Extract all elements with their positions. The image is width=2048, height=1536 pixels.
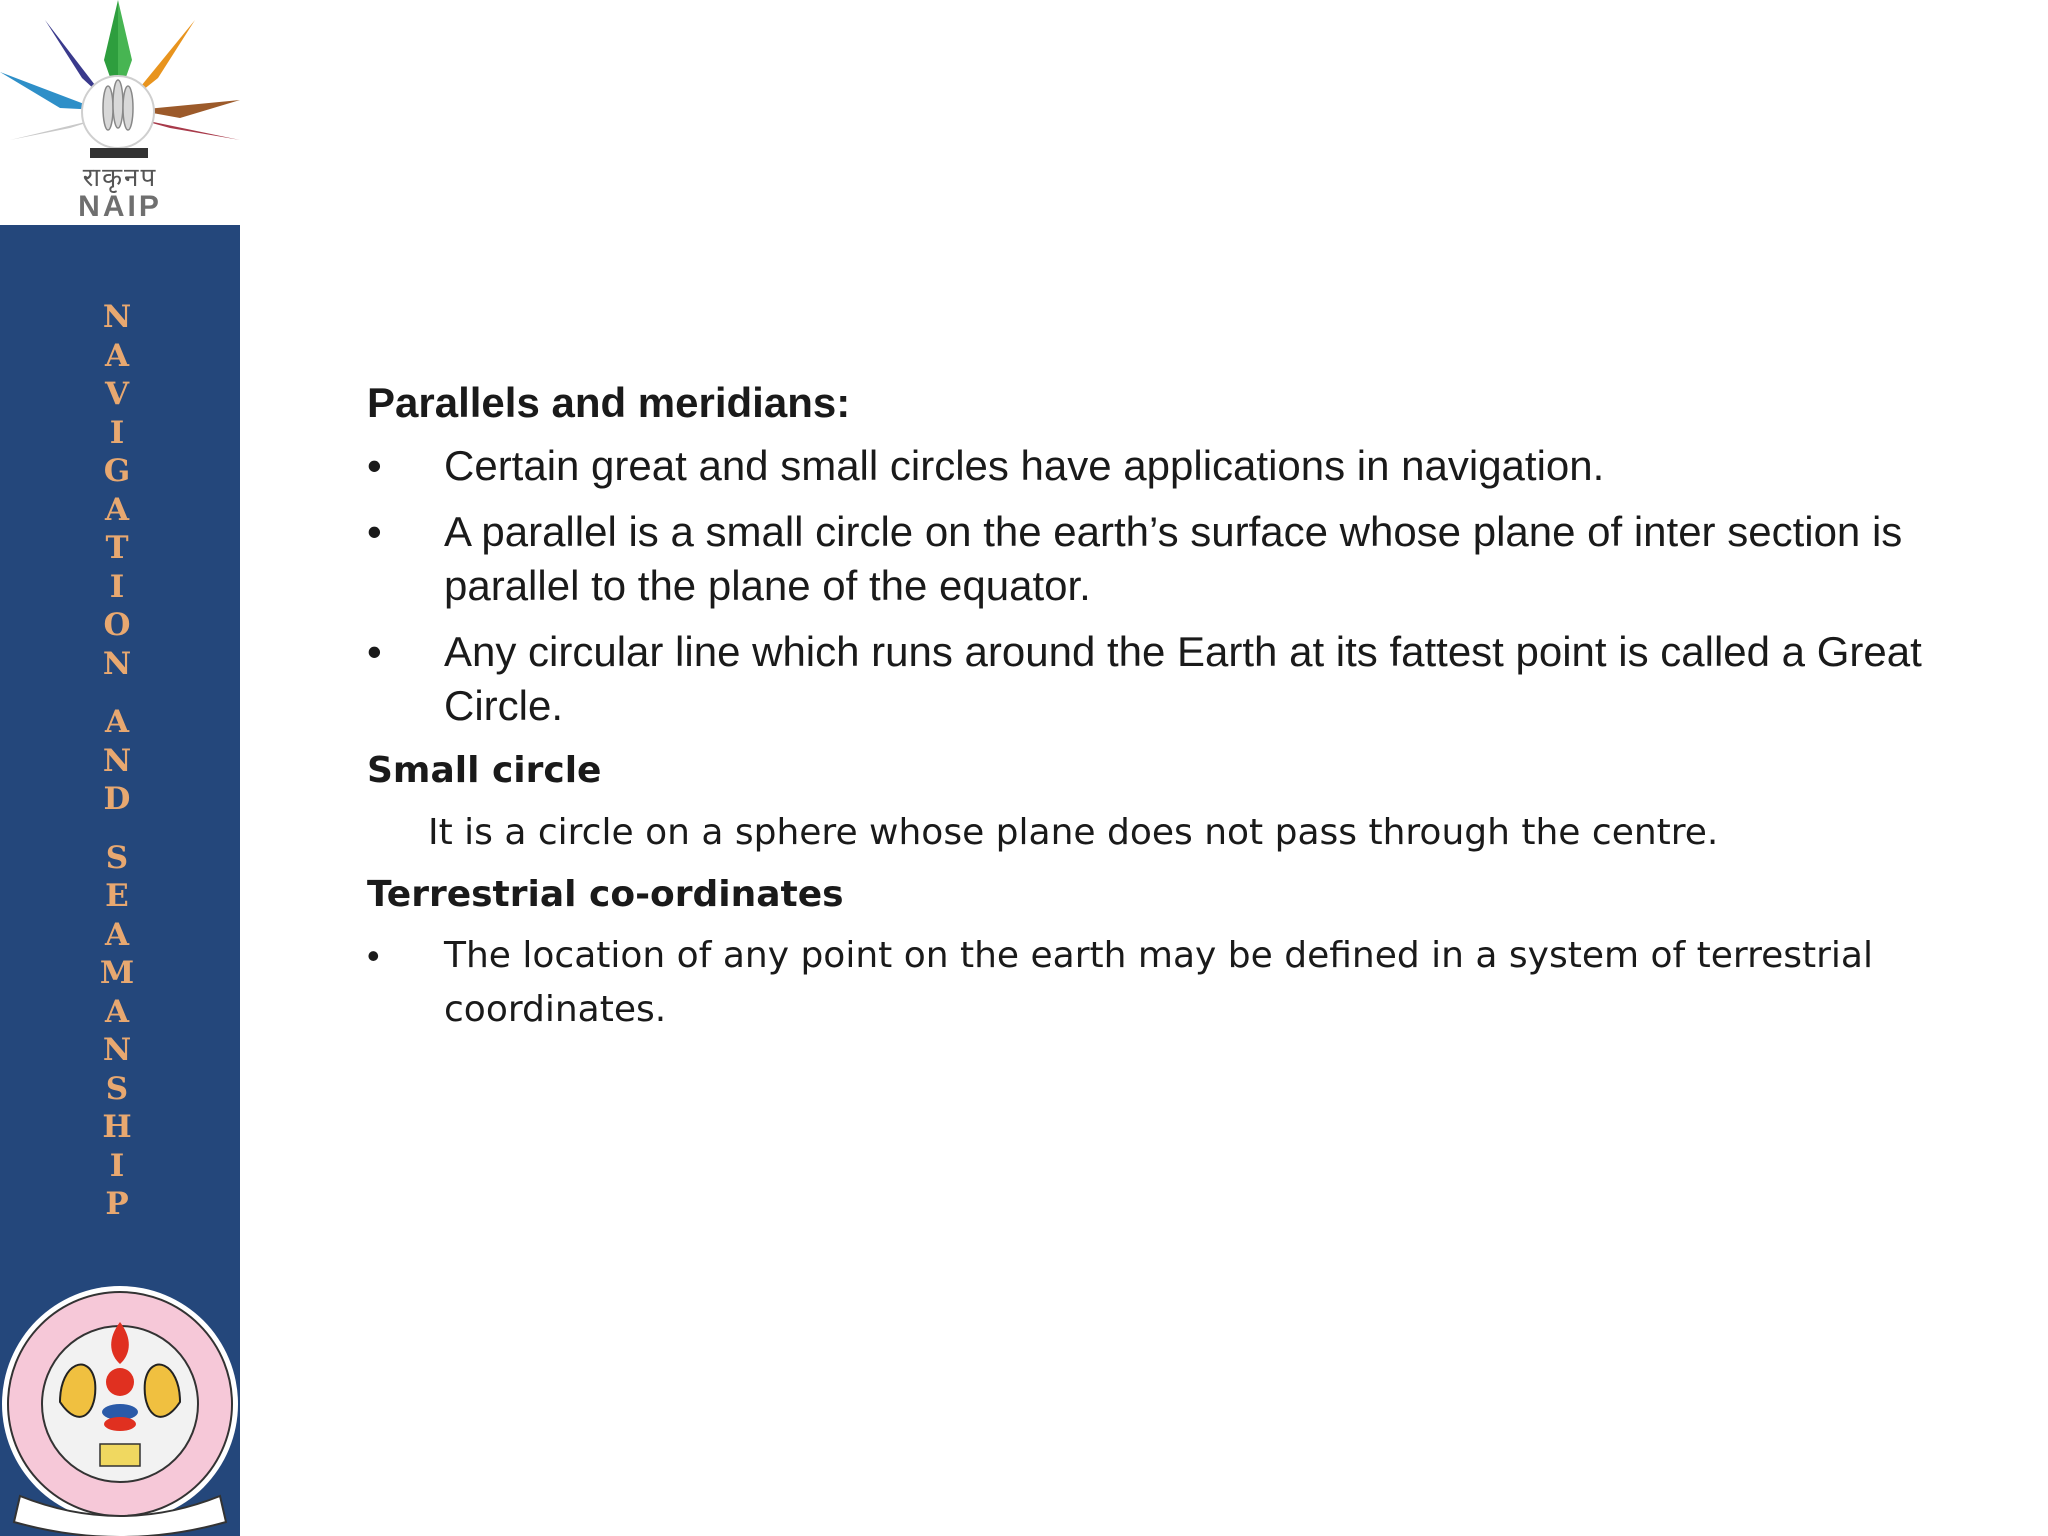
slide-content <box>367 375 2007 1037</box>
bullet-text: The location of any point on the earth may be defined in a system of terrestrial coordinates. <box>444 935 1873 1030</box>
logo-hindi-text: राकृनप <box>82 163 158 193</box>
college-emblem <box>0 1282 240 1536</box>
vertical-title-letter: A <box>104 993 130 1030</box>
vertical-title-letter: N <box>102 299 132 335</box>
vertical-title-letter: P <box>105 1186 129 1222</box>
vertical-title-letter: A <box>104 337 130 374</box>
sidebar <box>0 0 240 1536</box>
vertical-course-title <box>82 298 152 1224</box>
vertical-title-letter: V <box>104 376 130 412</box>
vertical-title-letter: N <box>102 742 132 779</box>
vertical-title-letter: M <box>99 955 135 991</box>
vertical-title-letter: A <box>104 704 130 740</box>
bullet-text: Any circular line which runs around the Earth at its fattest point is called a Great Circle. <box>444 628 1922 729</box>
small-circle-definition: It is a circle on a sphere whose plane does not pass through the centre. <box>428 812 1719 853</box>
bullet-item <box>367 929 2007 1037</box>
vertical-title-letter: H <box>102 1109 132 1145</box>
small-circle-heading: Small circle <box>367 750 602 791</box>
logo-naip-text: NAIP <box>78 190 162 223</box>
bullet-item <box>367 505 2007 613</box>
terrestrial-heading: Terrestrial co-ordinates <box>367 874 844 915</box>
naip-star-logo-icon <box>0 0 240 160</box>
vertical-title-letter: D <box>103 781 131 817</box>
vertical-title-letter: I <box>109 1147 125 1184</box>
slide-heading: Parallels and meridians: <box>367 379 851 426</box>
bullet-text: A parallel is a small circle on the earth’s surface whose plane of inter section is parallel to the plane of the equator. <box>444 508 1903 609</box>
naip-logo <box>0 0 240 225</box>
bullet-marker: • <box>367 935 380 976</box>
vertical-title-letter: O <box>103 607 131 643</box>
bullet-text: Certain great and small circles have applications in navigation. <box>444 442 1605 489</box>
vertical-title-letter: N <box>102 645 132 682</box>
vertical-title-letter: A <box>104 916 130 953</box>
bullet-marker: • <box>367 508 382 555</box>
vertical-title-letter: I <box>109 568 125 605</box>
main-bullet-list <box>367 439 2007 733</box>
vertical-title-letter: A <box>104 491 130 528</box>
vertical-title-letter: I <box>109 414 125 451</box>
fisheries-college-emblem-icon <box>0 1282 240 1536</box>
vertical-title-letter: T <box>105 530 129 566</box>
vertical-title-letter: S <box>105 1070 129 1107</box>
vertical-title-letter: E <box>105 878 129 914</box>
bullet-item <box>367 439 2007 493</box>
bullet-marker: • <box>367 628 382 675</box>
vertical-title-letter: N <box>102 1032 132 1068</box>
bullet-item <box>367 625 2007 733</box>
terrestrial-bullet-list <box>367 929 2007 1037</box>
bullet-marker: • <box>367 442 382 489</box>
vertical-title-letter: G <box>103 453 131 489</box>
vertical-title-letter: S <box>105 839 129 876</box>
